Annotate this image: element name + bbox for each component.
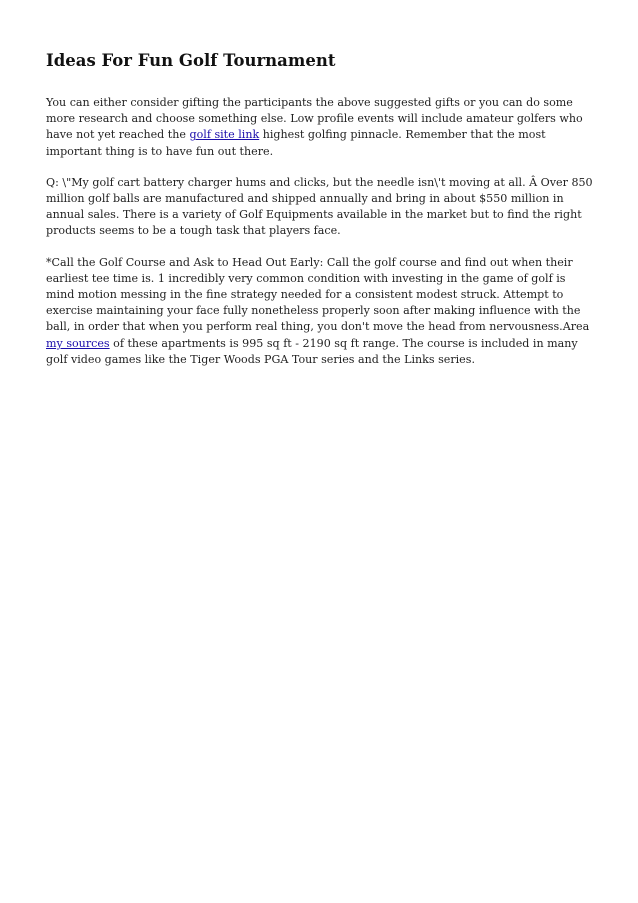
page-title: Ideas For Fun Golf Tournament bbox=[46, 51, 336, 70]
golf-site-link[interactable]: golf site link bbox=[189, 128, 260, 142]
paragraph-1-text-before: You can either consider gifting the participants the above suggested gifts or you can do some more research and choose something else. Low profile events will include amateur golfers who have not yet reached the bbox=[46, 96, 583, 142]
paragraph-3-text-before: *Call the Golf Course and Ask to Head Out Early: Call the golf course and find out when their earliest tee time is. 1 incredibly very common condition with investing in the game of golf is mind motion messing in the fine strategy needed for a consistent modest struck. Attempt to exercise maintaining your face fully nonetheless properly soon after making influence with the ball, in order that when you perform real thing, you don't move the head from nervousness.Area bbox=[46, 255, 590, 334]
paragraph-3 bbox=[46, 255, 594, 368]
paragraph-2: Q: \"My golf cart battery charger hums and clicks, but the needle isn\'t moving at all. Â Over 850 million golf balls are manufactured and shipped annually and bring in about $550 million in annual sales. There is a variety of Golf Equipments available in the market but to find the right products seems to be a tough task that players face. bbox=[46, 175, 593, 238]
paragraph-3-text-after: of these apartments is 995 sq ft - 2190 sq ft range. The course is included in many golf video games like the Tiger Woods PGA Tour series and the Links series. bbox=[46, 336, 578, 366]
my-sources-link[interactable]: my sources bbox=[46, 336, 110, 350]
paragraph-1 bbox=[46, 95, 594, 160]
document-page bbox=[46, 50, 594, 383]
paragraph-1-text-after: highest golfing pinnacle. Remember that the most important thing is to have fun out there. bbox=[46, 128, 546, 158]
